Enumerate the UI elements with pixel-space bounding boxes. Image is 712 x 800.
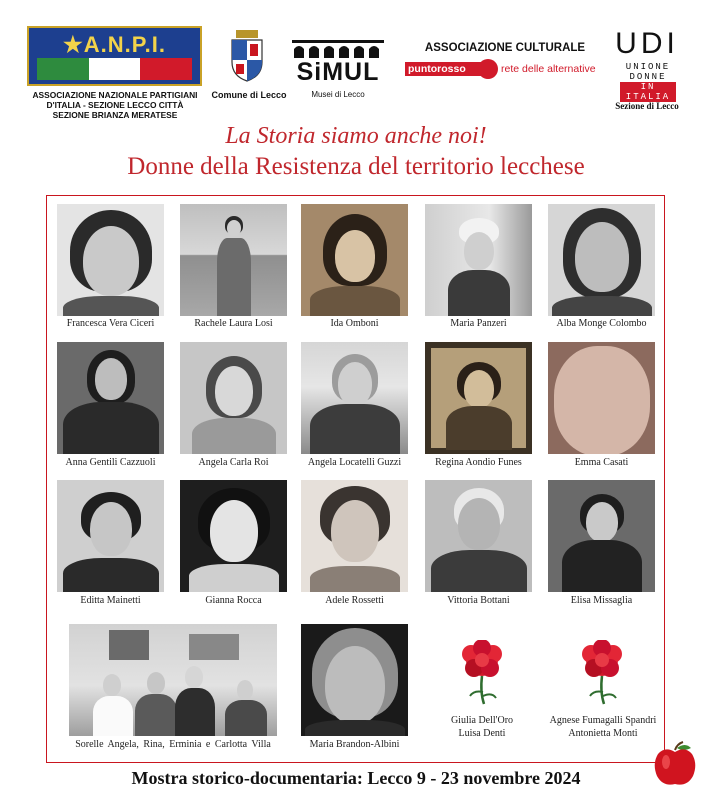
portrait-caption: Angela Locatelli Guzzi (307, 457, 402, 468)
portrait-photo (425, 204, 532, 316)
portrait-photo (425, 480, 532, 592)
red-carnation-icon (454, 640, 510, 706)
page-title: La Storia siamo anche noi! (225, 123, 487, 149)
anpi-caption-line: ASSOCIAZIONE NAZIONALE PARTIGIANI (32, 90, 198, 100)
page-subtitle: Donne della Resistenza del territorio lecchese (127, 153, 585, 180)
anpi-logo-text: ★A.N.P.I. (63, 32, 166, 57)
udi-letters: UDI (615, 27, 679, 60)
simul-name: SiMUL (296, 58, 380, 86)
flower-caption (540, 714, 666, 740)
portrait-caption: Maria Panzeri (450, 318, 507, 329)
group-photo (69, 624, 277, 736)
portrait-caption: Elisa Missaglia (570, 595, 633, 606)
portrait-photo (548, 204, 655, 316)
portrait-caption: Gianna Rocca (205, 595, 262, 606)
anpi-caption (20, 90, 210, 120)
anpi-caption-line: D'ITALIA - SEZIONE LECCO CITTÀ (46, 100, 184, 110)
simul-arches-icon (292, 40, 384, 58)
exhibition-footer: Mostra storico-documentaria: Lecco 9 - 23 novembre 2024 (131, 768, 581, 788)
portrait-caption: Angela Carla Roi (198, 457, 269, 468)
portrait-photo (425, 342, 532, 454)
portrait-caption: Rachele Laura Losi (194, 318, 273, 329)
portrait-photo (301, 204, 408, 316)
portrait-caption: Francesca Vera Ciceri (66, 318, 155, 329)
red-dot-icon (478, 59, 498, 79)
flower-caption-line: Agnese Fumagalli Spandri (549, 715, 657, 726)
italian-flag-icon (37, 58, 192, 80)
udi-logo (612, 28, 682, 100)
portrait-photo (301, 342, 408, 454)
lecco-crest-icon (226, 30, 268, 82)
puntorosso-brand: puntorosso (405, 62, 487, 76)
portrait-caption: Regina Aondio Funes (435, 457, 522, 468)
portrait-photo (301, 624, 408, 736)
portrait-photo (57, 204, 164, 316)
portrait-caption: Ida Omboni (330, 318, 379, 329)
portrait-caption: Emma Casati (574, 457, 629, 468)
portrait-photo (180, 204, 287, 316)
comune-caption: Comune di Lecco (211, 90, 287, 100)
udi-line: DONNE (629, 72, 667, 82)
anpi-caption-line: SEZIONE BRIANZA MERATESE (52, 110, 178, 120)
puntorosso-logo (405, 62, 603, 76)
portrait-photo (301, 480, 408, 592)
udi-line: IN ITALIA (620, 82, 676, 102)
red-carnation-icon (574, 640, 630, 706)
portrait-caption: Adele Rossetti (325, 595, 384, 606)
anpi-logo (27, 26, 202, 86)
portrait-photo (180, 342, 287, 454)
group-caption: Sorelle Angela, Rina, Erminia e Carlotta Villa (75, 739, 271, 750)
portrait-caption: Maria Brandon-Albini (309, 739, 400, 750)
portrait-photo (180, 480, 287, 592)
portrait-caption: Alba Monge Colombo (556, 318, 647, 329)
associazione-title: ASSOCIAZIONE CULTURALE (424, 42, 586, 54)
flower-caption-line: Luisa Denti (458, 728, 506, 739)
portrait-caption: Anna Gentili Cazzuoli (65, 457, 156, 468)
puntorosso-tagline: rete delle alternative (501, 63, 596, 75)
portrait-photo (57, 342, 164, 454)
flower-caption-line: Giulia Dell'Oro (450, 715, 514, 726)
flower-caption (430, 714, 534, 740)
simul-subtitle: Musei di Lecco (311, 90, 365, 99)
portrait-photo (548, 480, 655, 592)
udi-lines (620, 62, 676, 102)
portrait-caption: Vittoria Bottani (447, 595, 510, 606)
portrait-photo (57, 480, 164, 592)
flower-caption-line: Antonietta Monti (568, 728, 638, 739)
red-apple-icon (651, 740, 699, 788)
udi-caption: Sezione di Lecco (615, 101, 679, 111)
portrait-caption: Editta Mainetti (80, 595, 141, 606)
portrait-photo (548, 342, 655, 454)
udi-line: UNIONE (625, 62, 671, 72)
